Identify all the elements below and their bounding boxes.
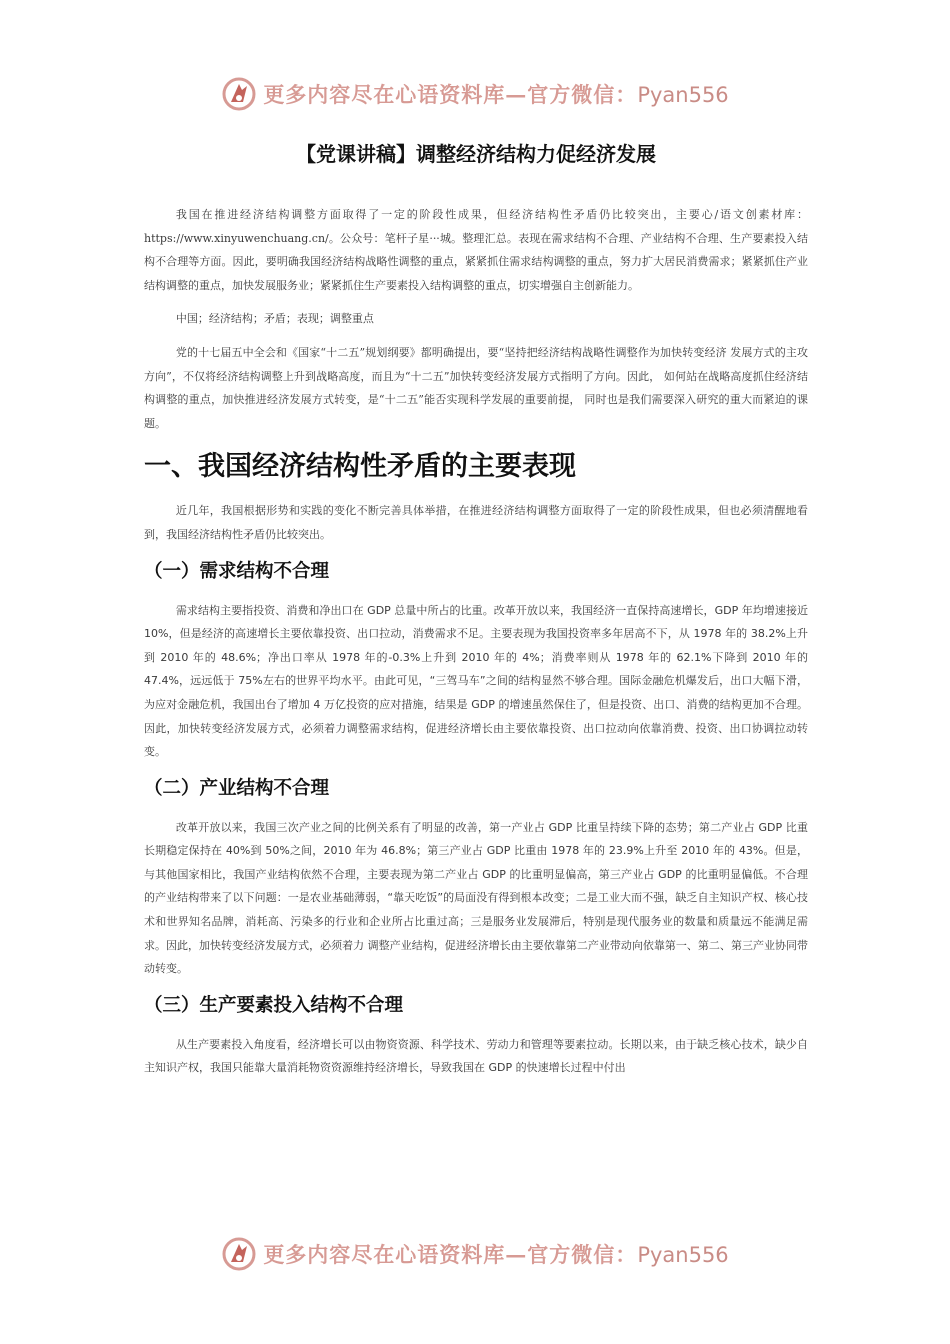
banner-text: 更多内容尽在心语资料库—官方微信：Pyan556 (263, 82, 729, 107)
subsection-1-heading: （一）需求结构不合理 (144, 560, 330, 582)
intro-paragraph: 党的十七届五中全会和《国家“十二五”规划纲要》都明确提出，要“坚持把经济结构战略性调整作为加快转变经济 发展方式的主攻方向”，不仅将经济结构调整上升到战略高度，而且为“十二五”加快转变经济发展方式指明了方向。因此， 如何站在战略高度抓住经济结构调整的重点，加快推进经济发展方式转变，是“十二五”能否实现科学发展的重要前提， 同时也是我们需要深入研究的重大而紧迫的课题。 (144, 345, 808, 430)
wechat-id: Pyan556 (637, 83, 729, 107)
header-watermark-banner (0, 72, 950, 116)
subsection-2-body: 改革开放以来，我国三次产业之间的比例关系有了明显的改善，第一产业占 GDP 比重呈持续下降的态势；第二产业占 GDP 比重长期稳定保持在 40%到 50%之间，2010 年为 46.8%；第三产业占 GDP 比重由 1978 年的 23.9%上升至 2010 年的 43%。但是，与其他国家相比，我国产业结构依然不合理，主要表现为第二产业占 GDP 的比重明显偏高，第三产业占 GDP 的比重明显偏低。不合理的产业结构带来了以下问题：一是农业基础薄弱，“靠天吃饭”的局面没有得到根本改变；二是工业大而不强，缺乏自主知识产权、核心技术和世界知名品牌，消耗高、污染多的行业和企业所占比重过高；三是服务业发展滞后，特别是现代服务业的数量和质量远不能满足需求。因此，加快转变经济发展方式，必须着力 调整产业结构，促进经济增长由主要依靠第二产业带动向依靠第一、第二、第三产业协同带动转变。 (144, 820, 808, 976)
subsection-3-body: 从生产要素投入角度看，经济增长可以由物资资源、科学技术、劳动力和管理等要素拉动。长期以来，由于缺乏核心技术，缺少自主知识产权，我国只能靠大量消耗物资资源维持经济增长，导致我国在 GDP 的快速增长过程中付出 (144, 1037, 808, 1075)
brand-logo-icon (221, 76, 257, 112)
footer-watermark-banner (0, 1232, 950, 1276)
banner-text: 更多内容尽在心语资料库—官方微信：Pyan556 (263, 1242, 729, 1267)
document-title: 【党课讲稿】调整经济结构力促经济发展 (296, 142, 656, 166)
keywords-line: 中国；经济结构；矛盾；表现；调整重点 (175, 312, 374, 326)
section-1-intro: 近几年，我国根据形势和实践的变化不断完善具体举措，在推进经济结构调整方面取得了一定的阶段性成果，但也必须清醒地看到，我国经济结构性矛盾仍比较突出。 (144, 504, 808, 541)
wechat-id: Pyan556 (637, 1243, 729, 1267)
abstract-paragraph: 我国在推进经济结构调整方面取得了一定的阶段性成果，但经济结构性矛盾仍比较突出，主要心/语文创素材库：https://www.xinyuwenchuang.cn/。公众号：笔杆子星···城。整理汇总。表现在需求结构不合理、产业结构不合理、生产要素投入结构不合理等方面。因此，要明确我国经济结构战略性调整的重点，紧紧抓住需求结构调整的重点，努力扩大居民消费需求；紧紧抓住产业结构调整的重点，加快发展服务业；紧紧抓住生产要素投入结构调整的重点，切实增强自主创新能力。 (144, 208, 808, 292)
subsection-3-heading: （三）生产要素投入结构不合理 (144, 994, 404, 1016)
subsection-1-body: 需求结构主要指投资、消费和净出口在 GDP 总量中所占的比重。改革开放以来，我国经济一直保持高速增长，GDP 年均增速接近 10%，但是经济的高速增长主要依靠投资、出口拉动，消费需求不足。主要表现为我国投资率多年居高不下，从 1978 年的 38.2%上升到 2010 年的 48.6%；净出口率从 1978 年的-0.3%上升到 2010 年的 4%；消费率则从 1978 年的 62.1%下降到 2010 年的 47.4%，远远低于 75%左右的世界平均水平。由此可见，“三驾马车”之间的结构显然不够合理。国际金融危机爆发后，出口大幅下滑，为应对金融危机，我国出台了增加 4 万亿投资的应对措施，结果是 GDP 的增速虽然保住了，但是投资、出口、消费的结构更加不合理。因此，加快转变经济发展方式，必须着力调整需求结构，促进经济增长由主要依靠投资、出口拉动向依靠消费、投资、出口协调拉动转变。 (144, 603, 808, 759)
subsection-2-heading: （二）产业结构不合理 (144, 777, 330, 799)
section-1-heading: 一、我国经济结构性矛盾的主要表现 (144, 451, 576, 483)
document-body (144, 138, 808, 1090)
brand-logo-icon (221, 1236, 257, 1272)
